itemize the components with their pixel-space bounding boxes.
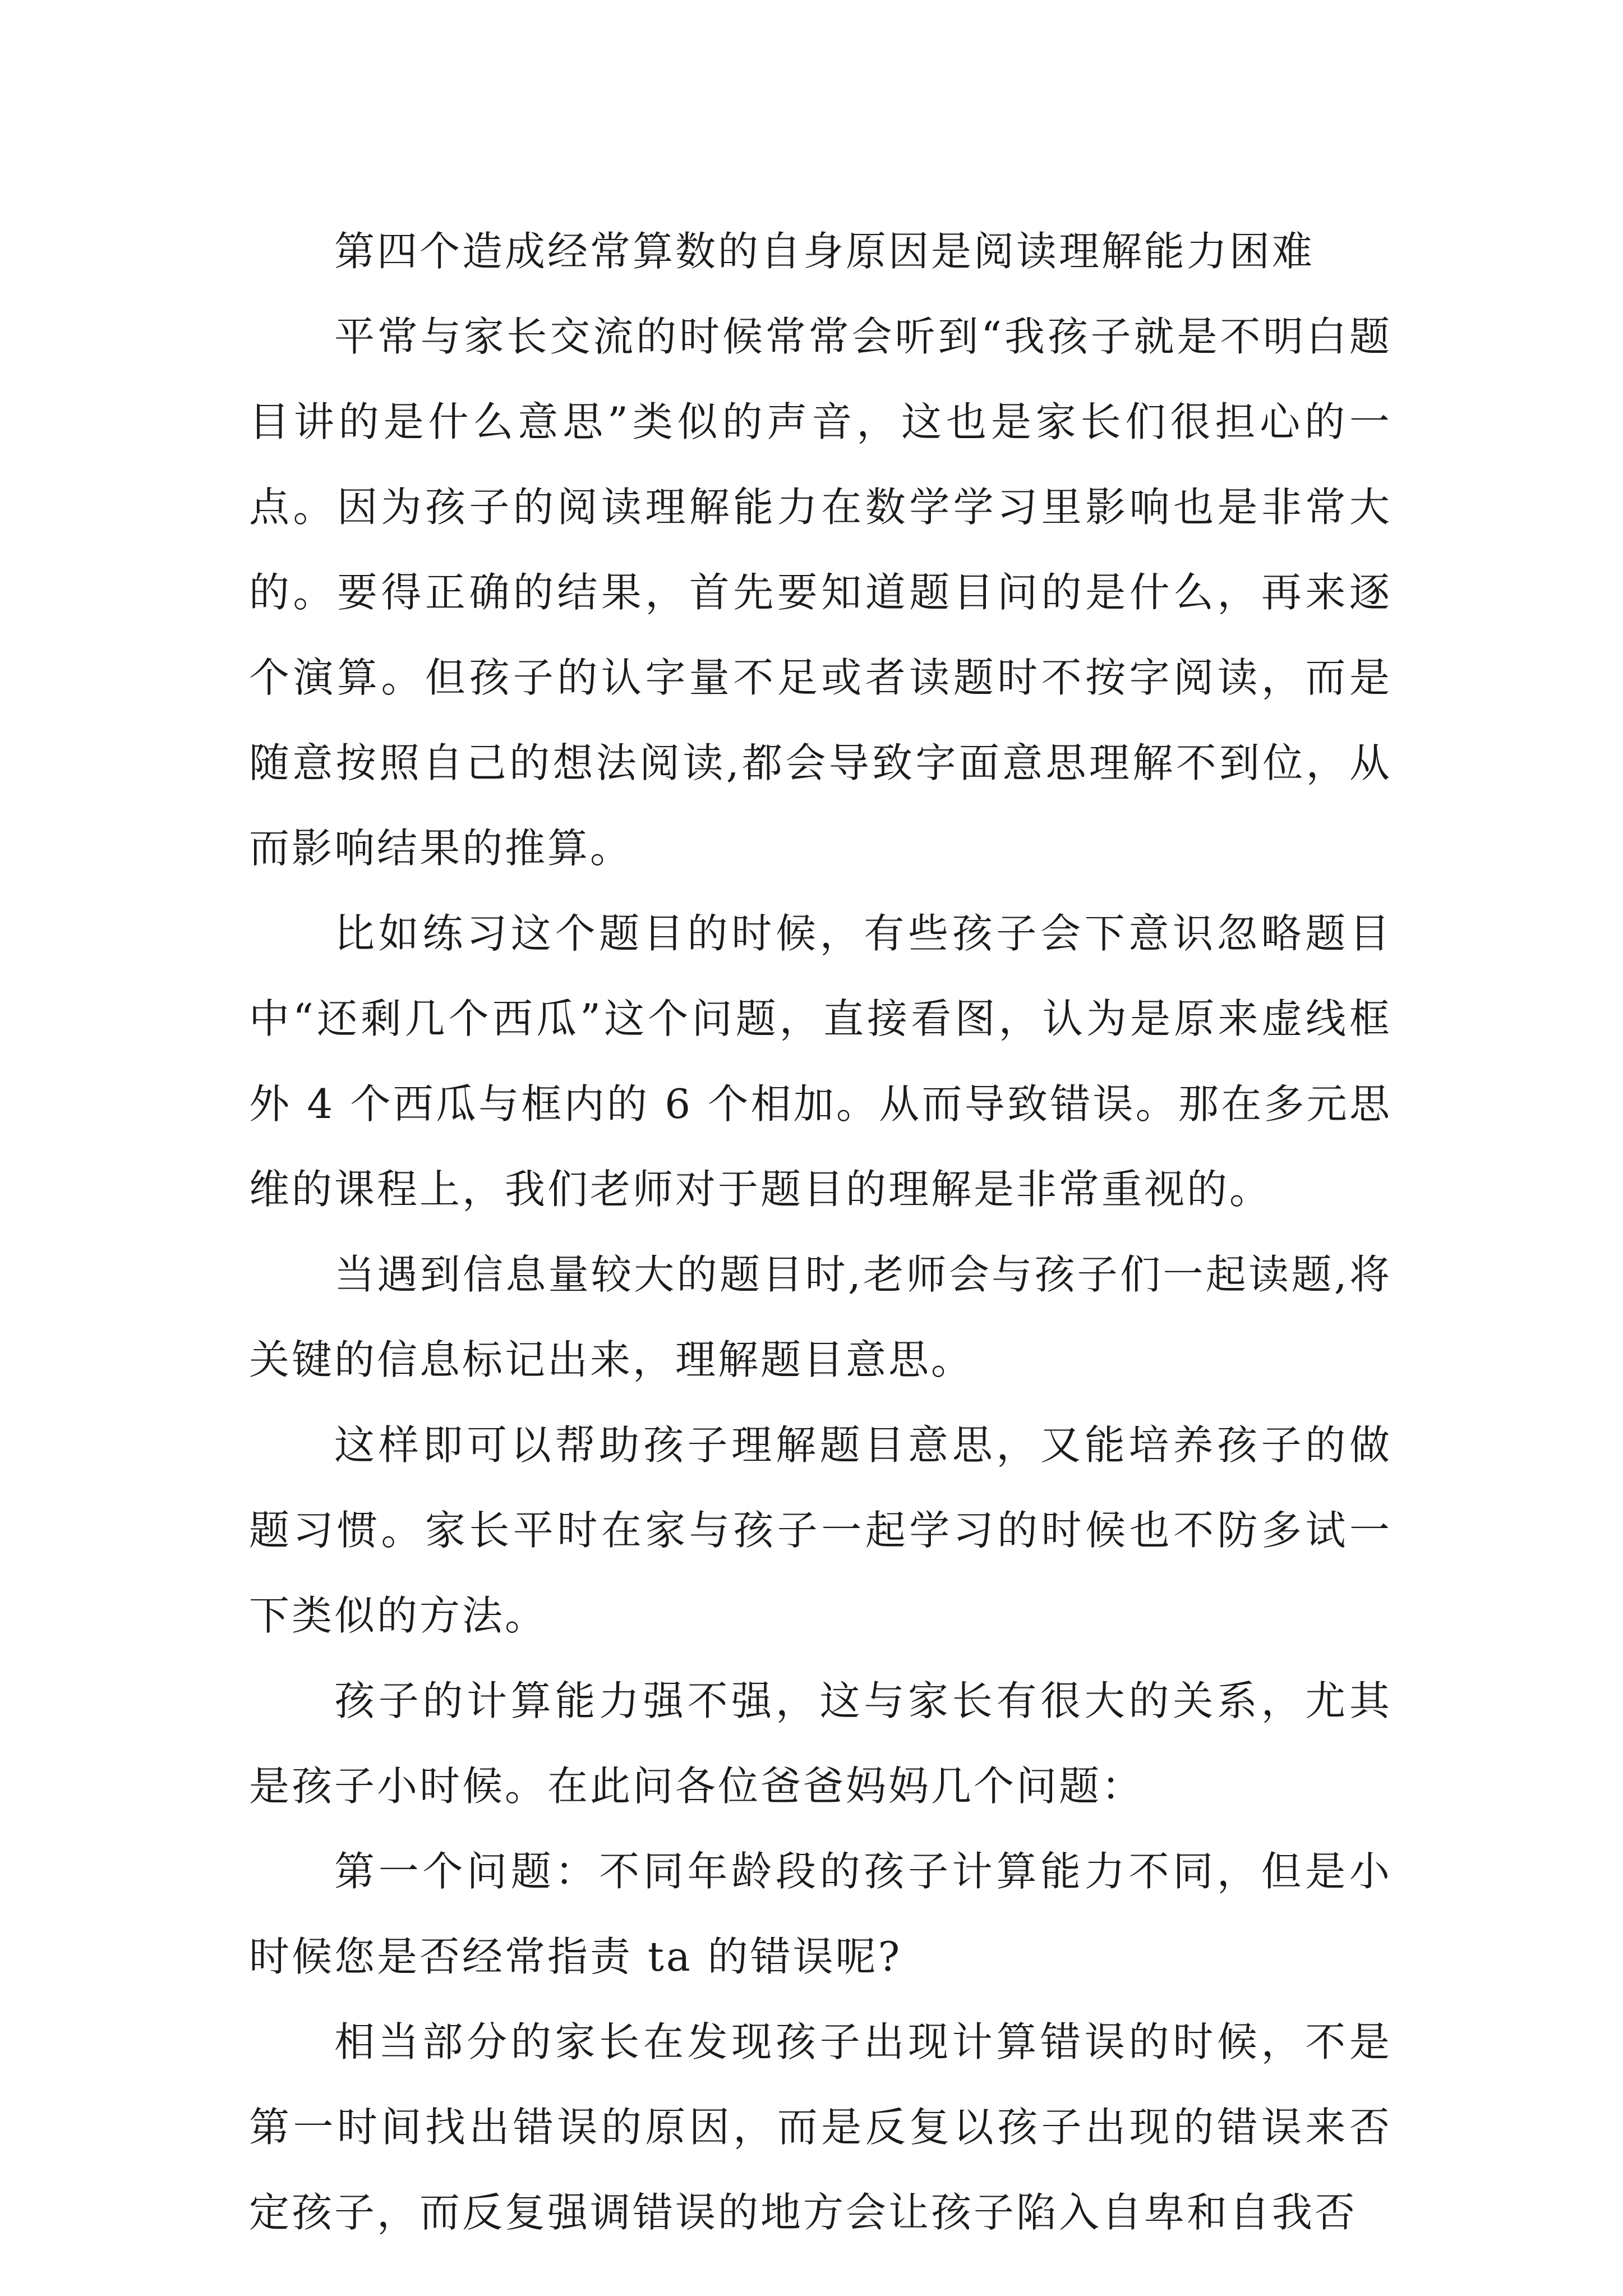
paragraph: 平常与家长交流的时候常常会听到“我孩子就是不明白题目讲的是什么意思”类似的声音，这也是家长们很担心的一点。因为孩子的阅读理解能力在数学学习里影响也是非常大的。要得正确的结果，首先要知道题目问的是什么，再来逐个演算。但孩子的认字量不足或者读题时不按字阅读，而是随意按照自己的想法阅读,都会导致字面意思理解不到位，从而影响结果的推算。: [249, 313, 1392, 872]
paragraph: 孩子的计算能力强不强，这与家长有很大的关系，尤其是孩子小时候。在此问各位爸爸妈妈几个问题：: [249, 1677, 1392, 1810]
paragraph: 当遇到信息量较大的题目时,老师会与孩子们一起读题,将关键的信息标记出来，理解题目意思。: [249, 1251, 1392, 1383]
paragraph: 相当部分的家长在发现孩子出现计算错误的时候，不是第一时间找出错误的原因，而是反复以孩子出现的错误来否定孩子，而反复强调错误的地方会让孩子陷入自卑和自我否: [249, 2018, 1392, 2236]
paragraph: 比如练习这个题目的时候，有些孩子会下意识忽略题目中“还剩几个西瓜”这个问题，直接看图，认为是原来虚线框外 4 个西瓜与框内的 6 个相加。从而导致错误。那在多元思维的课程上，我们老师对于题目的理解是非常重视的。: [249, 910, 1392, 1213]
document-body: [249, 209, 1392, 2255]
paragraph-heading: 第四个造成经常算数的自身原因是阅读理解能力困难: [334, 228, 1315, 275]
paragraph: 这样即可以帮助孩子理解题目意思，又能培养孩子的做题习惯。家长平时在家与孩子一起学习的时候也不防多试一下类似的方法。: [249, 1421, 1392, 1639]
paragraph: 第一个问题：不同年龄段的孩子计算能力不同，但是小时候您是否经常指责 ta 的错误呢?: [249, 1848, 1392, 1980]
